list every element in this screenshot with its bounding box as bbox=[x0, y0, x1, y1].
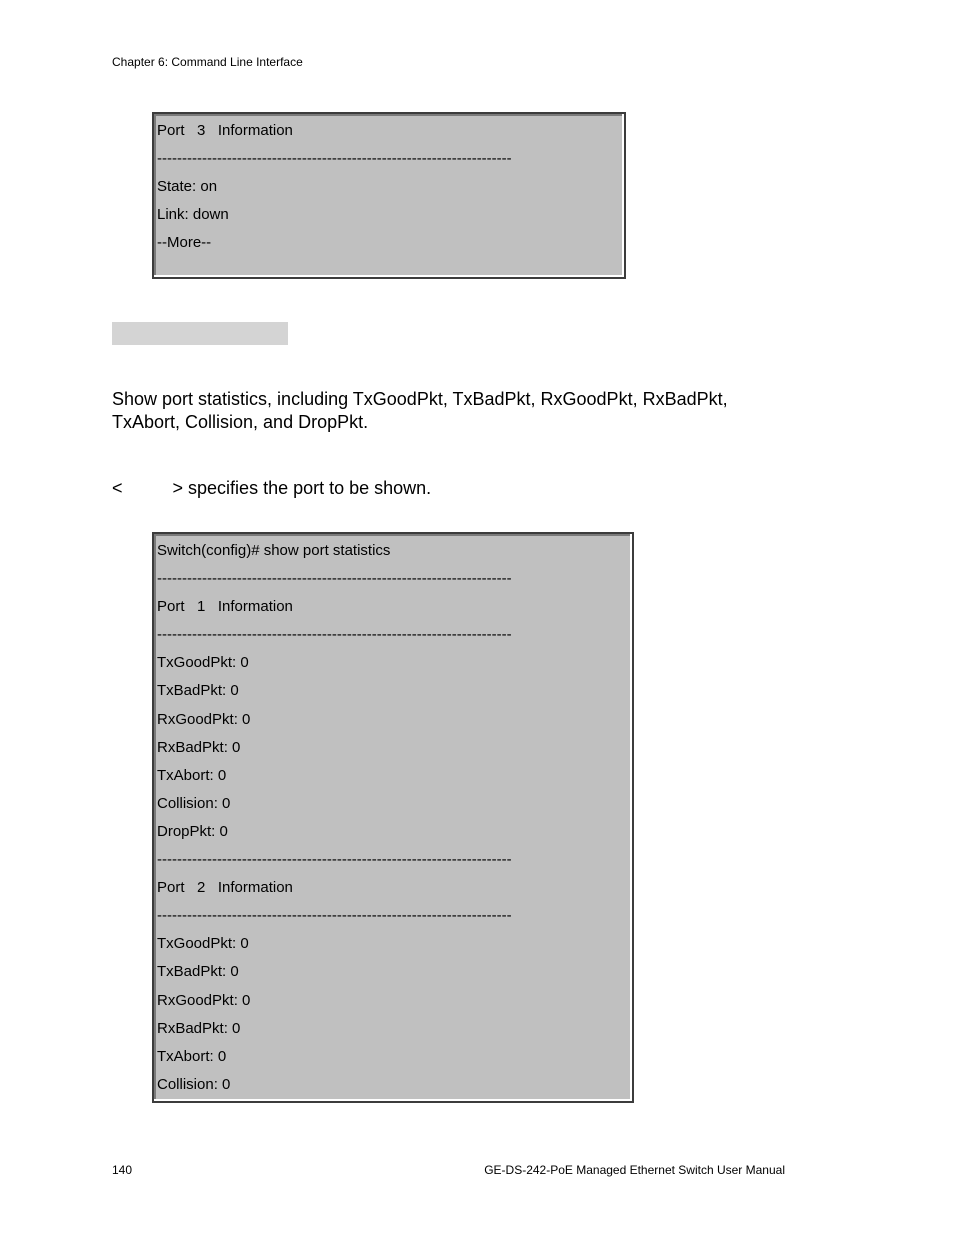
description-paragraph: Show port statistics, including TxGoodPkt, TxBadPkt, RxGoodPkt, RxBadPkt, TxAbort, Collision, and DropPkt. bbox=[112, 389, 728, 432]
console-line: Link: down bbox=[157, 206, 229, 223]
console-output-port-statistics bbox=[152, 532, 634, 1103]
console-line: ----------------------------------------------------------------------- bbox=[157, 150, 512, 167]
console-line: RxBadPkt: 0 bbox=[157, 738, 241, 756]
console-line: RxBadPkt: 0 bbox=[157, 1019, 241, 1037]
console-line: Switch(config)# show port statistics bbox=[157, 542, 391, 559]
console-line: Port 2 Information bbox=[157, 879, 293, 897]
console-line: Port 3 Information bbox=[157, 122, 293, 139]
parameter-description: < > specifies the port to be shown. bbox=[112, 478, 432, 498]
console-line: TxGoodPkt: 0 bbox=[157, 654, 249, 672]
console-line: State: on bbox=[157, 178, 218, 195]
console-line: RxGoodPkt: 0 bbox=[157, 991, 251, 1009]
page-number: 140 bbox=[112, 1163, 133, 1177]
console-line: TxBadPkt: 0 bbox=[157, 963, 239, 981]
manual-title: GE-DS-242-PoE Managed Ethernet Switch User Manual bbox=[484, 1163, 785, 1177]
console-line: TxAbort: 0 bbox=[157, 766, 227, 784]
console-line: ----------------------------------------------------------------------- bbox=[157, 570, 512, 588]
console-line: TxAbort: 0 bbox=[157, 1047, 227, 1065]
console-line: TxGoodPkt: 0 bbox=[157, 935, 249, 953]
console-line: ----------------------------------------------------------------------- bbox=[157, 626, 512, 644]
console-line: Port 1 Information bbox=[157, 598, 293, 616]
console-line: ----------------------------------------------------------------------- bbox=[157, 851, 512, 869]
console-line: DropPkt: 0 bbox=[157, 822, 228, 840]
console-lines bbox=[157, 121, 512, 261]
console-line: Collision: 0 bbox=[157, 794, 231, 812]
console-line: ----------------------------------------------------------------------- bbox=[157, 907, 512, 925]
console-line: --More-- bbox=[157, 234, 212, 251]
section-heading-bar bbox=[112, 322, 288, 345]
chapter-header: Chapter 6: Command Line Interface bbox=[112, 55, 303, 69]
console-output-port-3 bbox=[152, 112, 626, 279]
console-line: TxBadPkt: 0 bbox=[157, 682, 239, 700]
console-line: RxGoodPkt: 0 bbox=[157, 710, 251, 728]
console-line: Collision: 0 bbox=[157, 1075, 231, 1093]
console-lines bbox=[157, 541, 512, 1103]
